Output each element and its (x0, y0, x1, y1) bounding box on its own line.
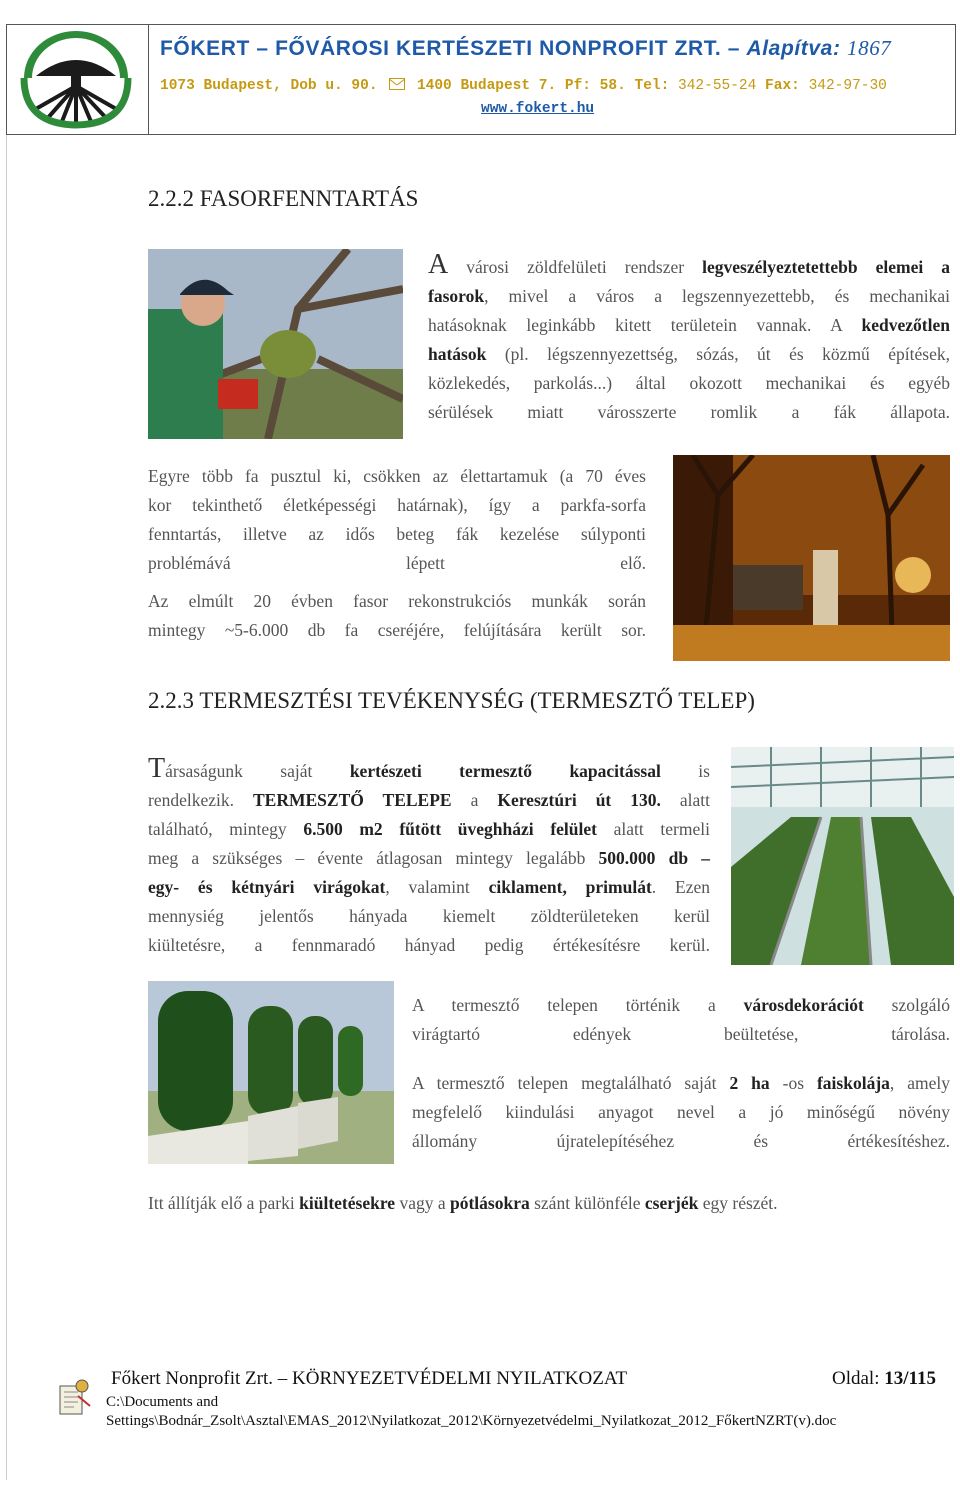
photo-planters (148, 981, 394, 1164)
section-heading-termesztes: 2.2.3 TERMESZTÉSI TEVÉKENYSÉG (TERMESZTŐ TELEP) (148, 688, 755, 713)
paragraph-termeszto-telep: Társaságunk saját kertészeti termesztő kapacitással is rendelkezik. TERMESZTŐ TELEPE a Keresztúri út 130. alatt található, mintegy 6.500 m2 fűtött üveghházi felület alatt termeli meg a szükséges – évente átlagosan mintegy legalább 500.000 db – egy- és kétnyári virágokat, valamint ciklament, primulát. Ezen mennysiég jelentős hányada kiemelt zöldterületeken kerül kiültetésre, a fennmaradó hányad pedig értékesítésre kerül. (148, 753, 710, 955)
footer-file-path-2: Settings\Bodnár_Zsolt\Asztal\EMAS_2012\Nyilatkozat_2012\Környezetvédelmi_Nyilatkozat_2012_FőkertNZRT(v).doc (106, 1413, 837, 1429)
company-contact: 1073 Budapest, Dob u. 90. 1400 Budapest 7. Pf: 58. Tel: 342-55-24 Fax: 342-97-30 (160, 78, 887, 94)
logo-cell (6, 24, 149, 135)
website-link[interactable]: www.fokert.hu (481, 101, 595, 117)
footer-document-title: Főkert Nonprofit Zrt. – KÖRNYEZETVÉDELMI NYILATKOZAT (111, 1368, 628, 1389)
photo-night-spraying (673, 455, 950, 661)
section-heading-fasorfenntartas: 2.2.2 FASORFENNTARTÁS (148, 186, 419, 211)
paragraph-cserjek: Itt állítják elő a parki kiültetésekre vagy a pótlásokra szánt különféle cserjék egy részét. (148, 1193, 778, 1213)
paragraph-fasor-intro: A városi zöldfelületi rendszer legveszélyeztetettebb elemei a fasorok, mivel a város a legszennyezettebb, és mechanikai hatásoknak leginkább kitett területein vannak. A kedvezőtlen hatások (pl. légszennyezettség, sózás, út és közmű építések, közlekedés, parkolás...) által okozott mechanikai és egyéb sérülések miatt városszerte romlik a fák állapota. (428, 249, 950, 422)
photo-greenhouse (731, 747, 954, 965)
paragraph-varosdekoracio: A termesztő telepen történik a városdekorációt szolgáló virágtartó edények beültetése, tárolása. (412, 995, 950, 1044)
footer-clipart-icon (56, 1376, 92, 1418)
company-name: FŐKERT – FŐVÁROSI KERTÉSZETI NONPROFIT ZRT. – Alapítva: 1867 (160, 36, 892, 60)
footer-page-number: Oldal: 13/115 (832, 1368, 936, 1389)
paragraph-fasor-reconstruction: Az elmúlt 20 évben fasor rekonstrukciós munkák során mintegy ~5-6.000 db fa cseréjére, felújítására került sor. (148, 591, 646, 640)
photo-tree-pruning (148, 249, 403, 439)
page-margin-line (6, 135, 7, 1480)
paragraph-faiskola: A termesztő telepen megtalálható saját 2 ha -os faiskolája, amely megfelelő kiindulási anyagot nevel a jó minőségű növény állomány újratelepítéséhez és értékesítéshez. (412, 1073, 951, 1151)
footer-file-path-1: C:\Documents and (106, 1394, 219, 1410)
paragraph-fasor-problems: Egyre több fa pusztul ki, csökken az élettartamuk (a 70 éves kor tekinthető életképességi határnak), így a parkfa-sorfa fenntartás, illetve az idős beteg fák kezelése súlyponti problémává lépett elő. (148, 466, 646, 573)
fokert-tree-logo (6, 24, 147, 133)
envelope-icon (389, 78, 405, 90)
